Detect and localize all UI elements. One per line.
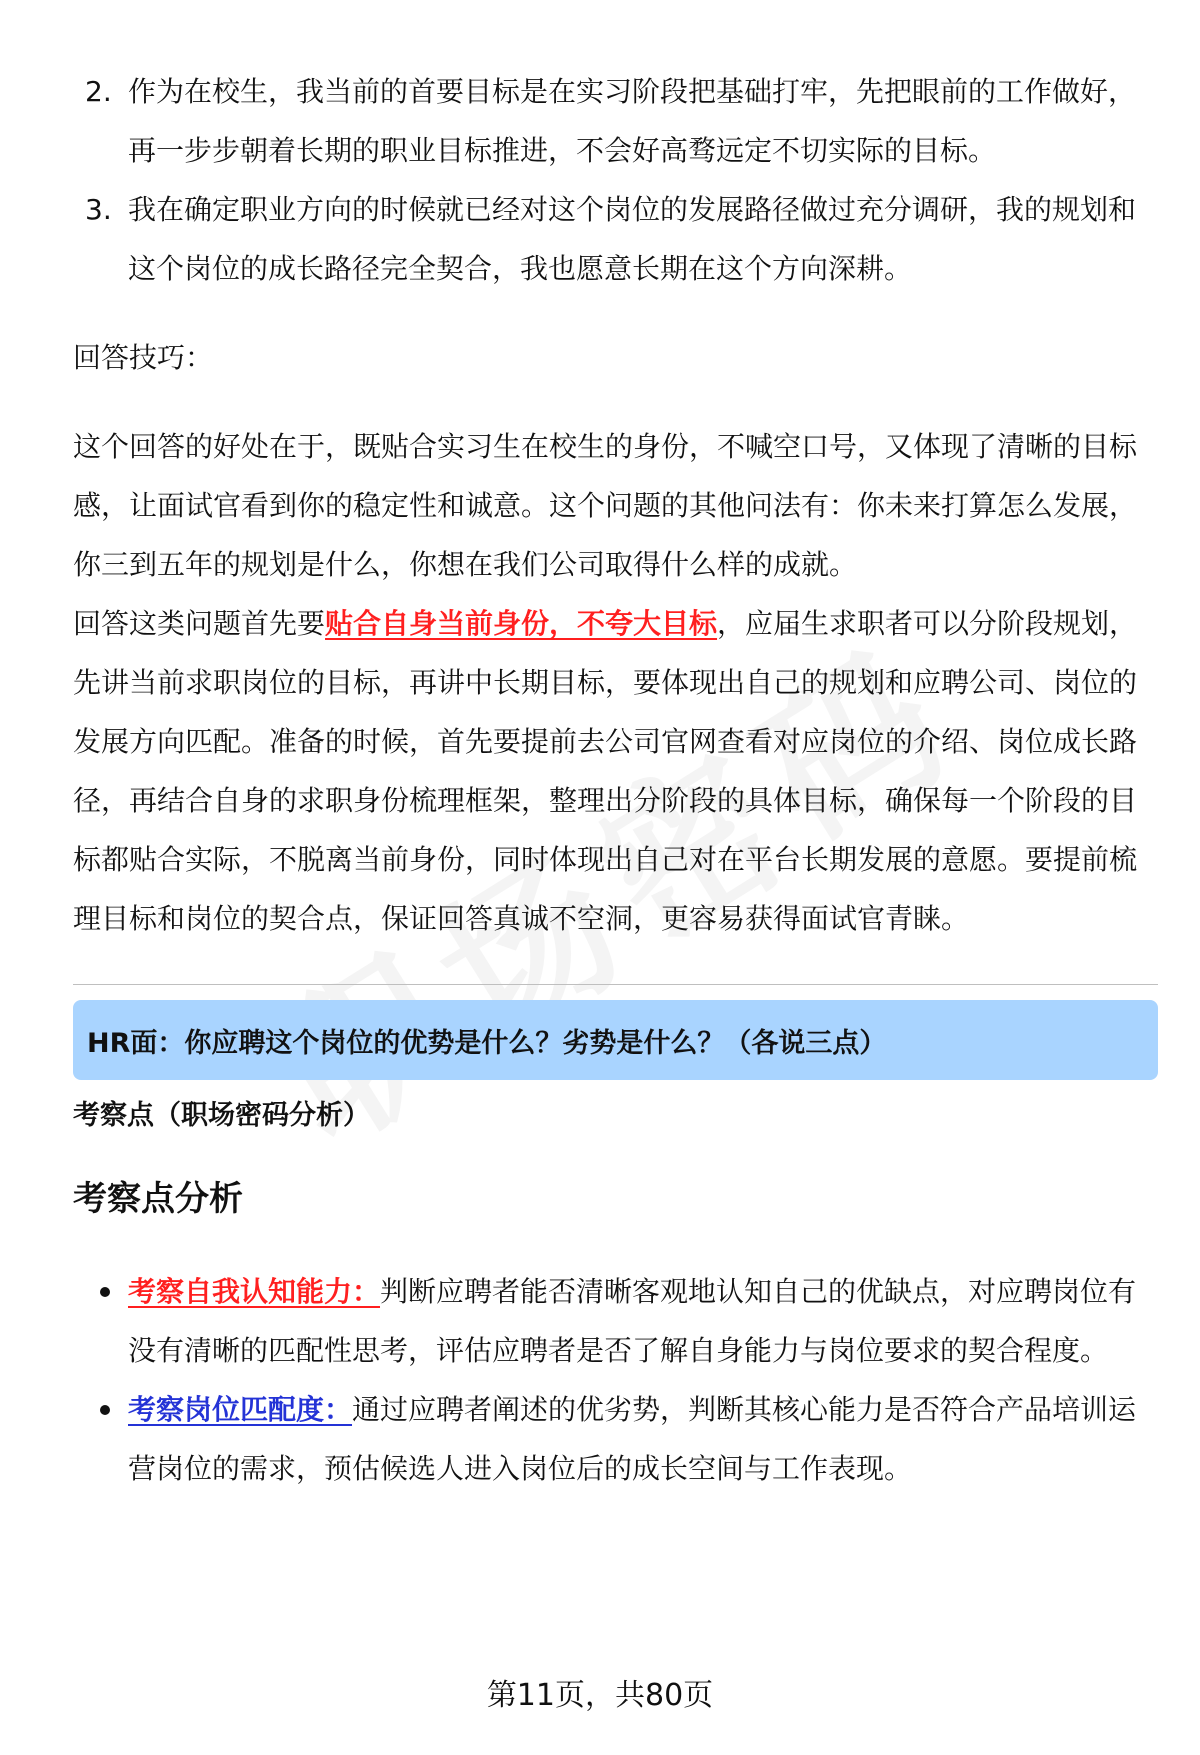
- section-title: 考察点分析: [73, 1179, 243, 1219]
- list-item-text: 我在确定职业方向的时候就已经对这个岗位的发展路径做过充分调研，我的规划和这个岗位的成长路径完全契合，我也愿意长期在这个方向深耕。: [128, 193, 1137, 285]
- question-box: [73, 1000, 1158, 1080]
- list-item: [73, 1380, 1158, 1498]
- bullet-highlight: 考察岗位匹配度：: [128, 1393, 353, 1426]
- bullet-icon: [100, 1287, 110, 1297]
- bullet-icon: [100, 1405, 110, 1415]
- question-text: HR面：你应聘这个岗位的优势是什么？劣势是什么？（各说三点）: [87, 1027, 887, 1059]
- bullet-list: [73, 1262, 1158, 1498]
- list-marker: 3.: [85, 193, 112, 226]
- list-item: [73, 62, 1158, 180]
- tips-paragraph-2: [73, 594, 1158, 948]
- bullet-highlight: 考察自我认知能力：: [128, 1275, 381, 1308]
- list-item: [73, 180, 1158, 298]
- divider: [73, 984, 1158, 985]
- tips-label: 回答技巧：: [73, 341, 214, 374]
- bullet-text: 判断应聘者能否清晰客观地认知自己的优缺点，对应聘岗位有没有清晰的匹配性思考，评估应聘者是否了解自身能力与岗位要求的契合程度。: [128, 1275, 1137, 1367]
- page-footer: 第11页，共80页: [486, 1678, 714, 1713]
- bullet-text: 通过应聘者阐述的优劣势，判断其核心能力是否符合产品培训运营岗位的需求，预估候选人进入岗位后的成长空间与工作表现。: [128, 1393, 1137, 1485]
- list-item: [73, 1262, 1158, 1380]
- tips-text-after: ，应届生求职者可以分阶段规划，先讲当前求职岗位的目标，再讲中长期目标，要体现出自己的规划和应聘公司、岗位的发展方向匹配。准备的时候，首先要提前去公司官网查看对应岗位的介绍、岗位成长路径，再结合自身的求职身份梳理框架，整理出分阶段的具体目标，确保每一个阶段的目标都贴合实际，不脱离当前身份，同时体现出自己对在平台长期发展的意愿。要提前梳理目标和岗位的契合点，保证回答真诚不空洞，更容易获得面试官青睐。: [73, 607, 1138, 935]
- numbered-list: [73, 62, 1158, 298]
- sub-label: 考察点（职场密码分析）: [73, 1100, 370, 1131]
- tips-text-before: 回答这类问题首先要: [73, 607, 326, 640]
- list-item-text: 作为在校生，我当前的首要目标是在实习阶段把基础打牢，先把眼前的工作做好，再一步步朝着长期的职业目标推进，不会好高骛远定不切实际的目标。: [128, 75, 1137, 167]
- page-content: [73, 62, 1158, 1498]
- list-marker: 2.: [85, 75, 112, 108]
- tips-paragraph-1: 这个回答的好处在于，既贴合实习生在校生的身份，不喊空口号，又体现了清晰的目标感，让面试官看到你的稳定性和诚意。这个问题的其他问法有：你未来打算怎么发展，你三到五年的规划是什么，你想在我们公司取得什么样的成就。: [73, 430, 1138, 581]
- key-highlight: 贴合自身当前身份，不夸大目标: [325, 607, 718, 640]
